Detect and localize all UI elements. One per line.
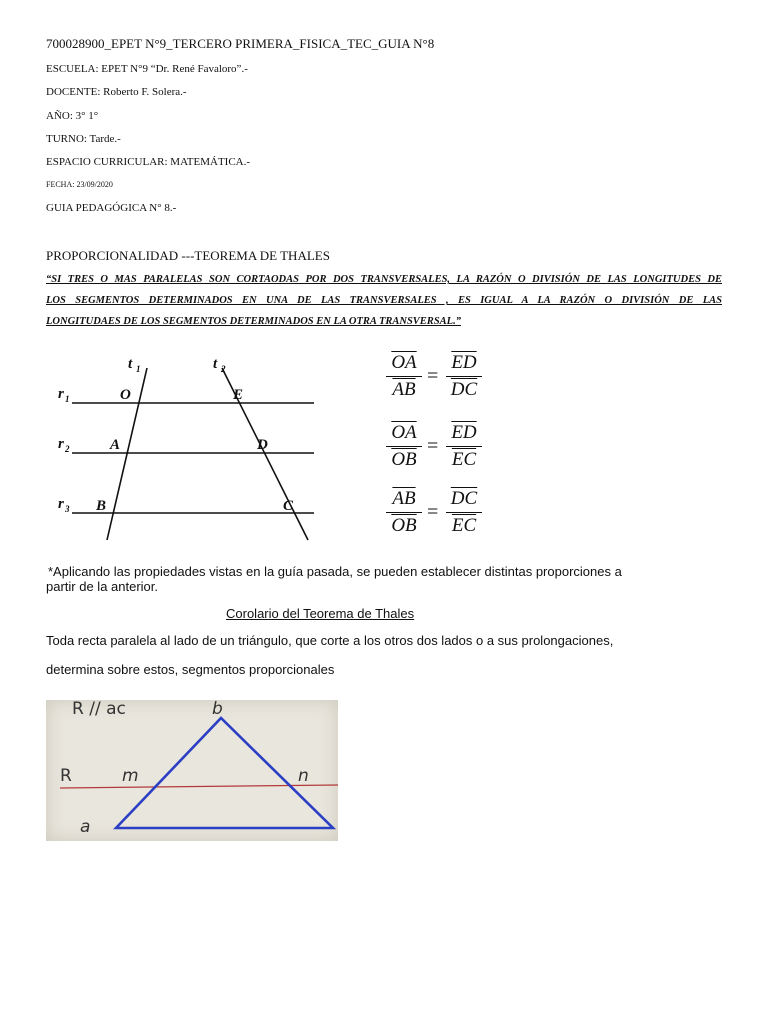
document-code: 700028900_EPET N°9_TERCERO PRIMERA_FISICA_TEC_GUIA N°8 — [46, 36, 435, 51]
theorem-quote-line-3: LONGITUDAES DE LOS SEGMENTOS DETERMINADOS EN LA OTRA TRANSVERSAL.” — [46, 316, 461, 327]
proportion-1-left — [386, 352, 422, 401]
guide-number-line: GUIA PEDAGÓGICA N° 8.- — [46, 202, 177, 214]
teacher-line: DOCENTE: Roberto F. Solera.- — [46, 86, 187, 98]
proportion-2-num2: $\overline{ED}$ — [451, 422, 477, 443]
photo-label-n: n — [298, 766, 309, 786]
label-r1: r — [58, 386, 64, 402]
proportion-2-den1: $\overline{OB}$ — [391, 449, 417, 470]
label-r1-sub: 1 — [65, 394, 70, 404]
label-O: O — [120, 387, 131, 403]
label-E: E — [233, 387, 244, 403]
photo-label-m: m — [122, 766, 139, 786]
triangle-photo — [46, 700, 338, 841]
label-r3-sub: 3 — [65, 504, 70, 514]
corollary-text-line-1: Toda recta paralela al lado de un triángulo, que corte a los otros dos lados o a sus prolongaciones, — [46, 633, 614, 648]
note-line-1: *Aplicando las propiedades vistas en la guía pasada, se pueden establecer distintas proporciones a — [48, 564, 622, 579]
photo-caption: R // ac — [72, 700, 126, 719]
proportion-3-num1: $\overline{AB}$ — [392, 488, 416, 509]
proportion-1-den1: $\overline{AB}$ — [392, 379, 416, 400]
label-r3: r — [58, 496, 64, 512]
proportion-1-den2: $\overline{DC}$ — [450, 379, 478, 400]
proportion-2-den2: $\overline{EC}$ — [451, 449, 477, 470]
equals-sign-2: = — [427, 435, 439, 457]
label-t1-sub: 1 — [136, 364, 141, 374]
corollary-title: Corolario del Teorema de Thales — [226, 606, 415, 621]
proportion-3-den2: $\overline{EC}$ — [451, 515, 477, 536]
proportion-3-num2: $\overline{DC}$ — [450, 488, 478, 509]
label-r2: r — [58, 436, 64, 452]
label-B: B — [96, 498, 107, 514]
theorem-quote-line-1: “SI TRES O MAS PARALELAS SON CORTAODAS POR DOS TRANSVERSALES, LA RAZÓN O DIVISIÓN DE LAS LONGITUDES DE — [46, 274, 722, 285]
proportion-2-num1: $\overline{OA}$ — [391, 422, 417, 443]
label-C: C — [283, 498, 294, 514]
shift-line: TURNO: Tarde.- — [46, 133, 121, 145]
corollary-text-line-2: determina sobre estos, segmentos proporcionales — [46, 662, 335, 677]
proportion-2-right — [446, 422, 482, 471]
proportion-1-num2: $\overline{ED}$ — [451, 352, 477, 373]
photo-label-a: a — [80, 817, 91, 837]
proportion-3-right — [446, 488, 482, 537]
parallel-line-R — [60, 785, 338, 788]
proportion-3-left — [386, 488, 422, 537]
label-t1: t — [128, 356, 133, 372]
proportion-1-right — [446, 352, 482, 401]
theorem-quote-line-2: LOS SEGMENTOS DETERMINADOS EN UNA DE LAS TRANSVERSALES , ES IGUAL A LA RAZÓN O DIVISIÓN DE LAS — [46, 295, 722, 306]
label-r2-sub: 2 — [65, 444, 70, 454]
proportion-2-left — [386, 422, 422, 471]
section-title: PROPORCIONALIDAD ---TEOREMA DE THALES — [46, 248, 330, 263]
equals-sign-3: = — [427, 501, 439, 523]
label-A: A — [110, 437, 121, 453]
label-D: D — [257, 437, 268, 453]
photo-label-b: b — [212, 700, 223, 719]
proportion-3-den1: $\overline{OB}$ — [391, 515, 417, 536]
school-line: ESCUELA: EPET N°9 “Dr. René Favaloro”.- — [46, 63, 248, 75]
label-t2-sub: 2 — [221, 364, 226, 374]
equals-sign-1: = — [427, 365, 439, 387]
proportion-1-num1: $\overline{OA}$ — [391, 352, 417, 373]
year-line: AÑO: 3° 1° — [46, 110, 99, 122]
photo-label-R: R — [60, 766, 72, 786]
subject-line: ESPACIO CURRICULAR: MATEMÁTICA.- — [46, 156, 251, 168]
label-t2: t — [213, 356, 218, 372]
thales-figure — [50, 350, 330, 545]
date-line: FECHA: 23/09/2020 — [46, 180, 113, 189]
note-line-2: partir de la anterior. — [46, 579, 159, 594]
